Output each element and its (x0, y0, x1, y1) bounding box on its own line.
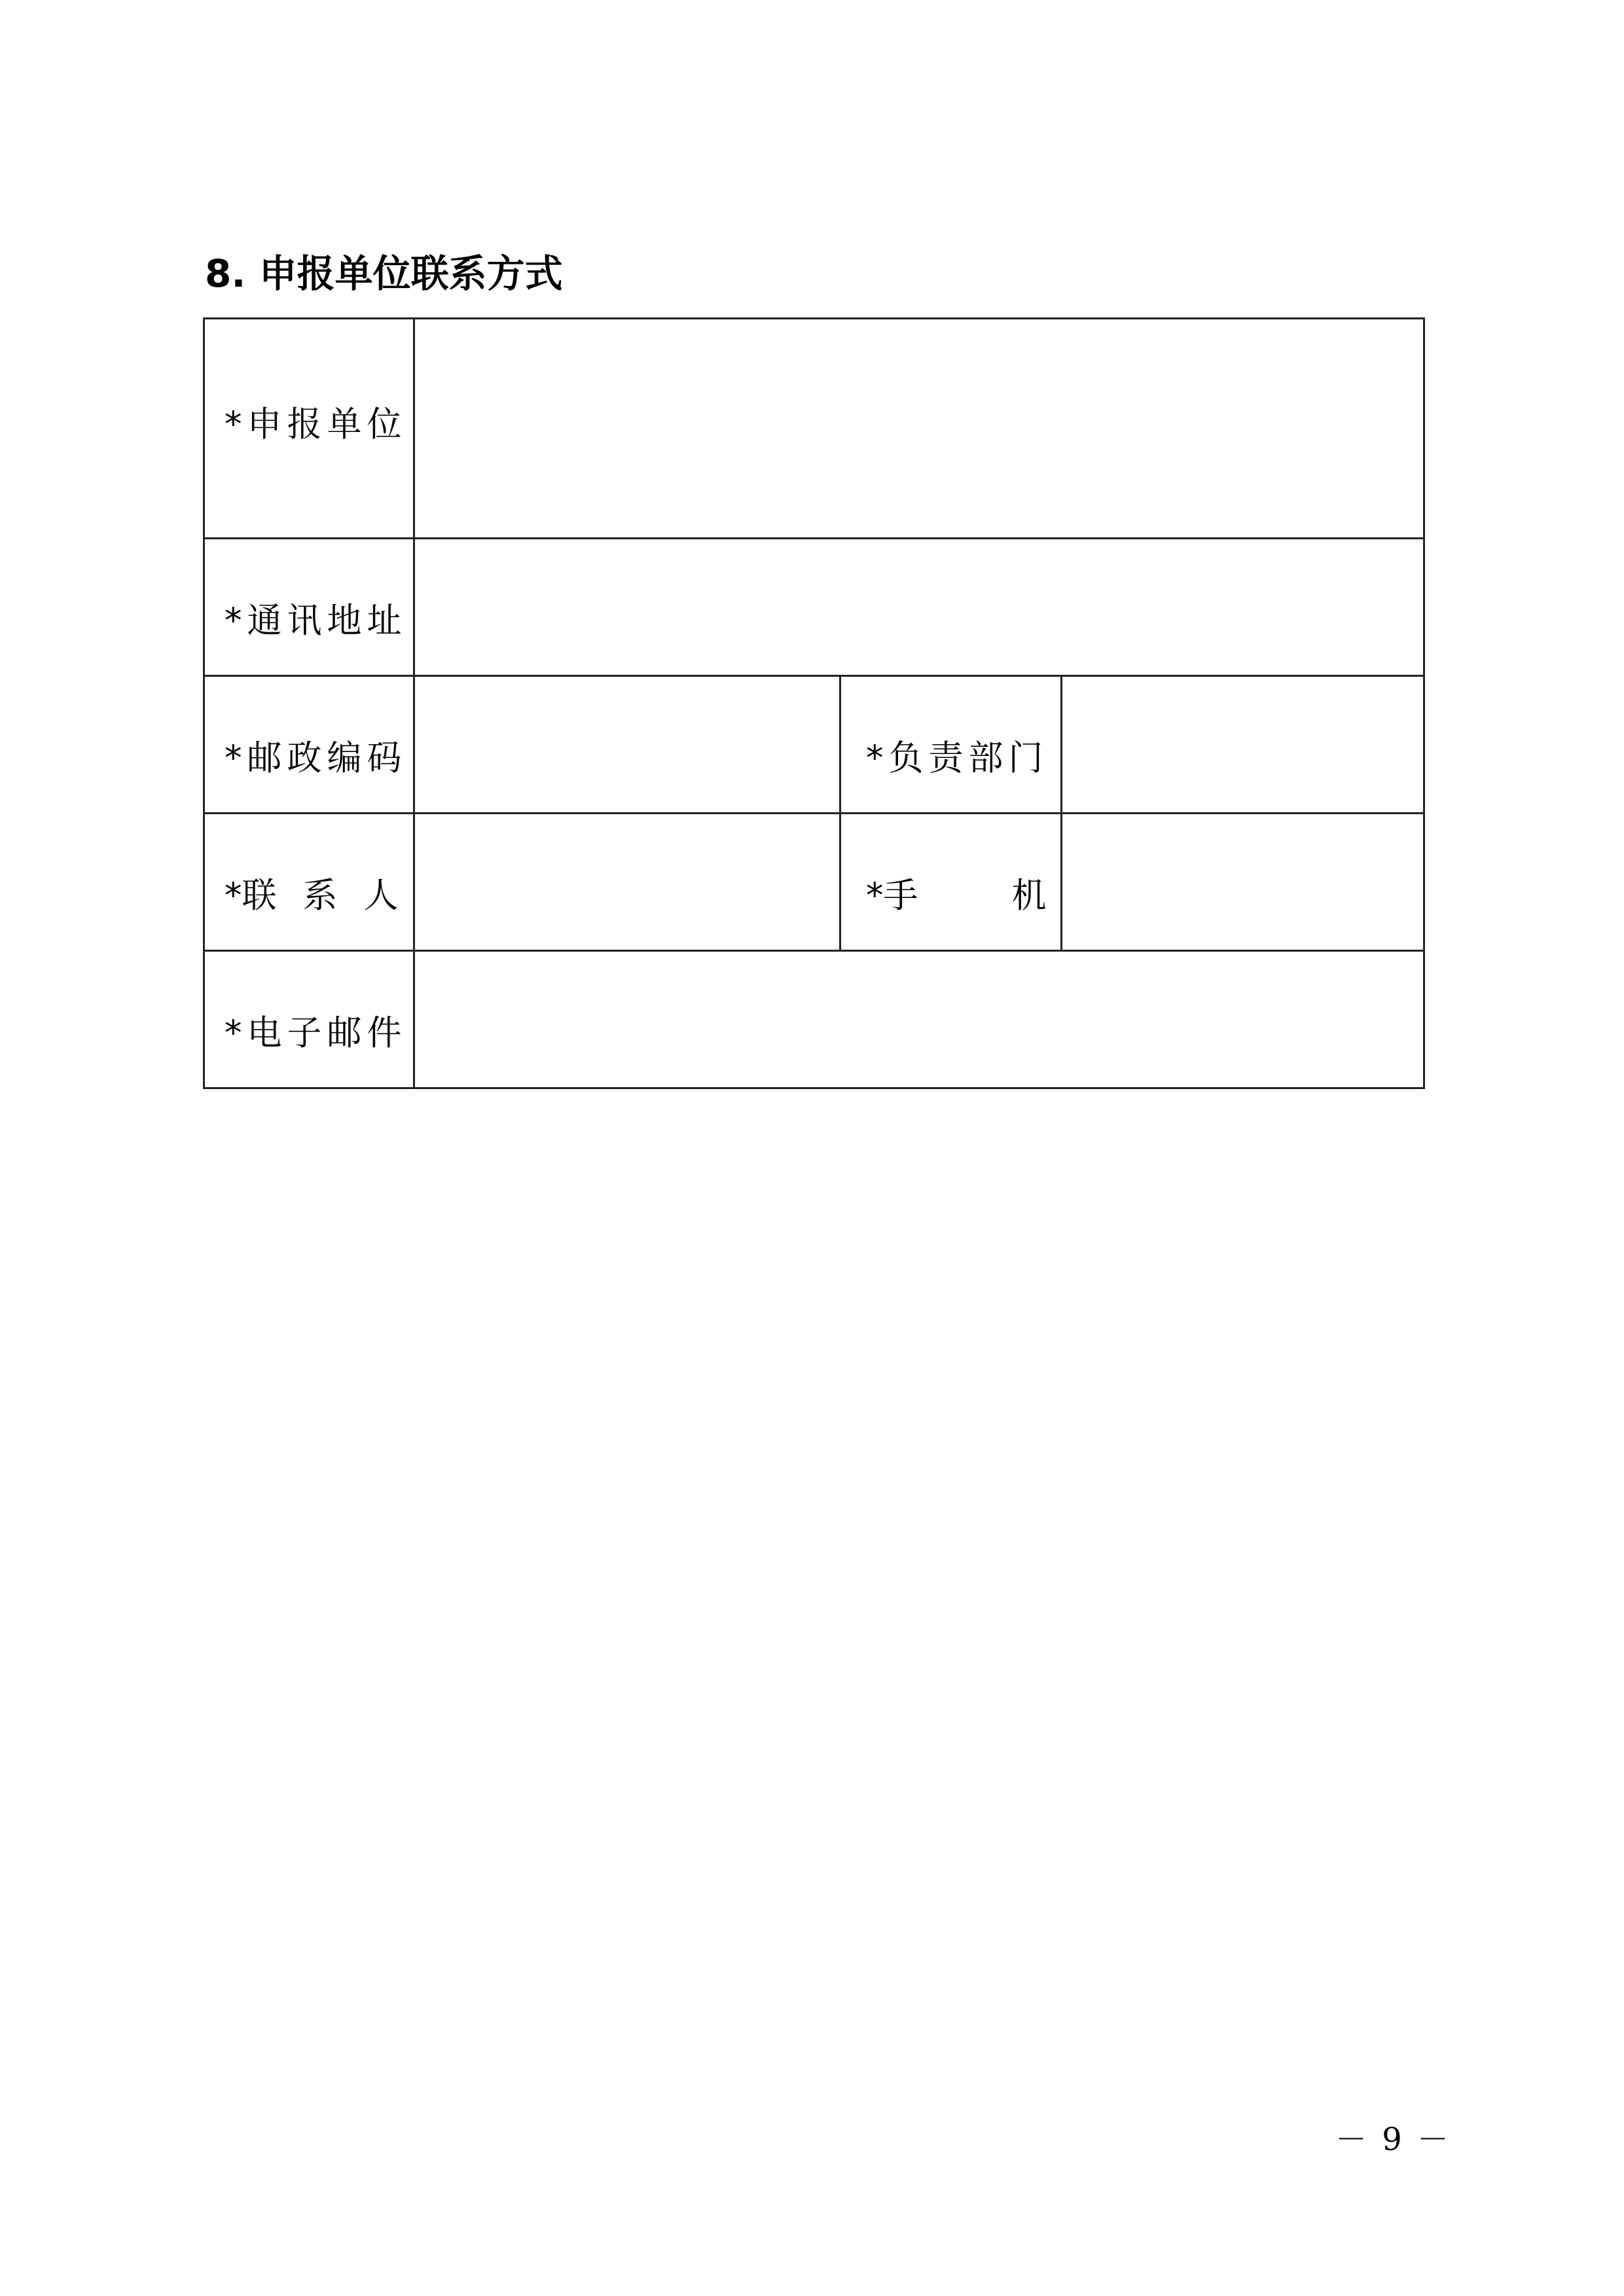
page-number: － 9 － (1335, 2121, 1452, 2158)
contact-person-field[interactable] (414, 814, 840, 951)
form-row-email (204, 951, 1424, 1088)
mobile-char-1: 手 (883, 876, 924, 916)
required-mark: * (225, 876, 242, 916)
postcode-field[interactable] (414, 676, 840, 814)
contact-char-3: 人 (363, 876, 404, 916)
form-row-contact-phone (204, 814, 1424, 951)
section-title: 8. 申报单位联系方式 (205, 251, 563, 296)
email-label: *电子邮件 (204, 951, 414, 1088)
form-row-address (204, 539, 1424, 676)
postcode-label: *邮政编码 (204, 676, 414, 814)
mobile-field[interactable] (1062, 814, 1424, 951)
address-field[interactable] (414, 539, 1424, 676)
department-label: *负责部门 (840, 676, 1062, 814)
applicant-field[interactable] (414, 319, 1424, 539)
mobile-label (840, 814, 1062, 951)
form-row-applicant (204, 319, 1424, 539)
contact-char-2: 系 (302, 876, 343, 916)
required-mark: * (866, 876, 884, 916)
mobile-char-2: 机 (1011, 876, 1052, 916)
applicant-label: *申报单位 (204, 319, 414, 539)
address-label: *通讯地址 (204, 539, 414, 676)
form-row-postcode-dept (204, 676, 1424, 814)
contact-person-label (204, 814, 414, 951)
email-field[interactable] (414, 951, 1424, 1088)
department-field[interactable] (1062, 676, 1424, 814)
contact-form-table (203, 317, 1425, 1089)
contact-char-1: 联 (242, 876, 282, 916)
